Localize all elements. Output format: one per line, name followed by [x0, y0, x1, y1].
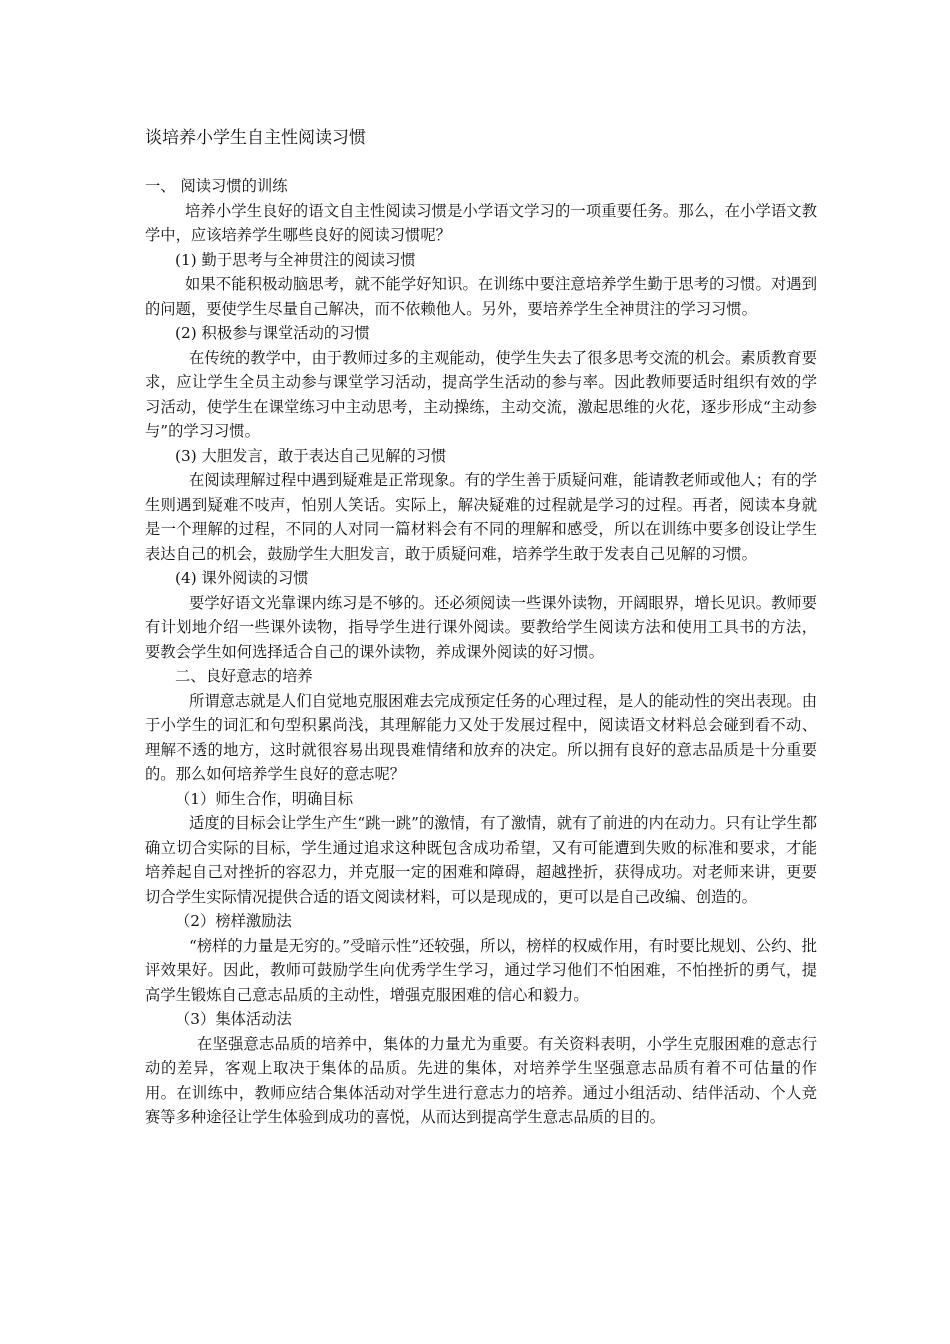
paragraph: 要学好语文光靠课内练习是不够的。还必须阅读一些课外读物，开阔眼界，增长见识。教师要有计划地介绍一些课外读物，指导学生进行课外阅读。要教给学生阅读方法和使用工具书的方法，要教会学生如何选择适合自己的课外读物，养成课外阅读的好习惯。: [145, 593, 817, 661]
subsection-heading: （2）榜样激励法: [175, 912, 292, 930]
paragraph: 在坚强意志品质的培养中，集体的力量尤为重要。有关资料表明，小学生克服困难的意志行动的差异，客观上取决于集体的品质。先进的集体，对培养学生坚强意志品质有着不可估量的作用。在训练中，教师应结合集体活动对学生进行意志力的培养。通过小组活动、结伴活动、个人竞赛等多种途径让学生体验到成功的喜悦，从而达到提高学生意志品质的目的。: [145, 1034, 817, 1126]
subsection-heading: (3) 大胆发言，敢于表达自己见解的习惯: [175, 446, 447, 465]
paragraph: 适度的目标会让学生产生“跳一跳”的激情，有了激情，就有了前进的内在动力。只有让学生都确立切合实际的目标，学生通过追求这种既包含成功希望，又有可能遭到失败的标准和要求，才能培养起自己对挫折的容忍力，并克服一定的困难和障碍，超越挫折，获得成功。对老师来讲，更要切合学生实际情况提供合适的语文阅读材料，可以是现成的，更可以是自己改编、创造的。: [145, 814, 817, 906]
subsection-heading: （3）集体活动法: [175, 1010, 292, 1028]
paragraph: 培养小学生良好的语文自主性阅读习惯是小学语文学习的一项重要任务。那么，在小学语文教学中，应该培养学生哪些良好的阅读习惯呢？: [145, 201, 817, 244]
section-heading-1: 一、 阅读习惯的训练: [145, 177, 288, 195]
document-title: 谈培养小学生自主性阅读习惯: [145, 128, 366, 148]
paragraph: 如果不能积极动脑思考，就不能学好知识。在训练中要注意培养学生勤于思考的习惯。对遇到的问题，要使学生尽量自己解决，而不依赖他人。另外，要培养学生全神贯注的学习习惯。: [145, 275, 817, 318]
paragraph: “榜样的力量是无穷的。”受暗示性”还较强，所以，榜样的权威作用，有时要比规划、公约、批评效果好。因此，教师可鼓励学生向优秀学生学习，通过学习他们不怕困难，不怕挫折的勇气，提高学生锻炼自己意志品质的主动性，增强克服困难的信心和毅力。: [145, 936, 817, 1004]
paragraph: 所谓意志就是人们自觉地克服困难去完成预定任务的心理过程，是人的能动性的突出表现。由于小学生的词汇和句型积累尚浅，其理解能力又处于发展过程中，阅读语文材料总会碰到看不动、理解不透的地方，这时就很容易出现畏难情绪和放弃的决定。所以拥有良好的意志品质是十分重要的。那么如何培养学生良好的意志呢？: [145, 691, 817, 783]
subsection-heading: （1）师生合作，明确目标: [175, 789, 353, 808]
subsection-heading: (4) 课外阅读的习惯: [175, 569, 309, 587]
section-heading-2: 二、良好意志的培养: [175, 667, 313, 685]
paragraph: 在阅读理解过程中遇到疑难是正常现象。有的学生善于质疑问难，能请教老师或他人；有的学生则遇到疑难不吱声，怕别人笑话。实际上，解决疑难的过程就是学习的过程。再者，阅读本身就是一个理解的过程，不同的人对同一篇材料会有不同的理解和感受，所以在训练中要多创设让学生表达自己的机会，鼓励学生大胆发言，敢于质疑问难，培养学生敢于发表自己见解的习惯。: [145, 471, 817, 563]
paragraph: 在传统的教学中，由于教师过多的主观能动，使学生失去了很多思考交流的机会。素质教育要求，应让学生全员主动参与课堂学习活动，提高学生活动的参与率。因此教师要适时组织有效的学习活动，使学生在课堂练习中主动思考，主动操练，主动交流，激起思维的火花，逐步形成“主动参与”的学习习惯。: [145, 348, 817, 440]
subsection-heading: (2) 积极参与课堂活动的习惯: [175, 324, 370, 342]
document-body: [145, 174, 817, 1130]
subsection-heading: (1) 勤于思考与全神贯注的阅读习惯: [175, 250, 416, 269]
